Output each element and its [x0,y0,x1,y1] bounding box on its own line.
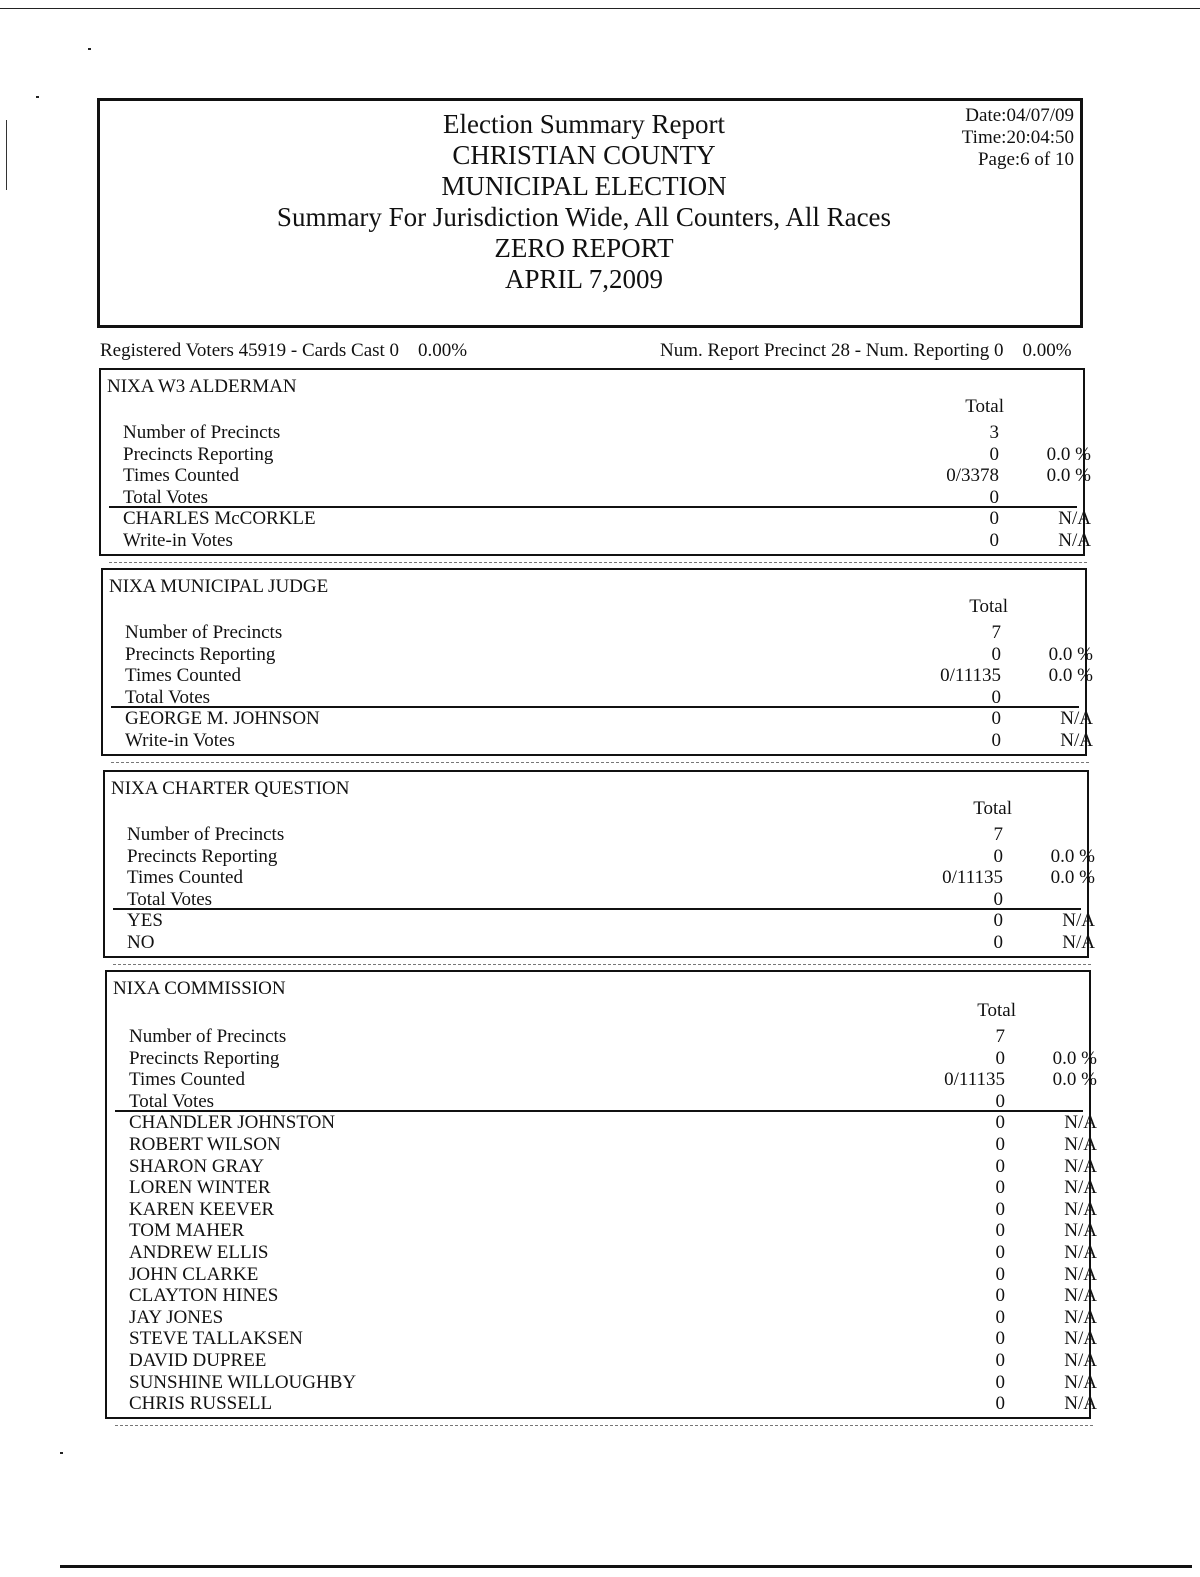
choice-row [107,1134,1097,1156]
registered-voters-summary: Registered Voters 45919 - Cards Cast 0 0.00% [100,340,468,361]
choice-row [105,932,1095,954]
choice-votes: 0 [995,1371,1005,1393]
choice-votes: 0 [995,1285,1005,1307]
stat-label: Number of Precincts [125,622,283,643]
choice-votes: 0 [995,1350,1005,1371]
choice-percent: N/A [1064,1371,1097,1393]
stat-label: Precincts Reporting [129,1047,280,1069]
stat-value: 0/11135 [940,665,1001,687]
choice-percent: N/A [1064,1242,1097,1263]
stat-percent: 0.0 % [1048,643,1093,665]
header-meta [962,105,1074,171]
stat-percent: 0.0 % [1048,665,1093,687]
race-section [105,970,1097,1419]
stat-label: Times Counted [127,867,243,889]
stat-value: 0 [993,888,1003,910]
choice-votes: 0 [995,1134,1005,1155]
stat-label: Times Counted [125,665,241,687]
total-column-header: Total [969,596,1008,617]
race-title: NIXA MUNICIPAL JUDGE [109,576,329,597]
choice-name: JOHN CLARKE [129,1263,259,1285]
choice-votes: 0 [995,1328,1005,1350]
choice-name: SUNSHINE WILLOUGHBY [129,1371,357,1393]
stat-value: 0/11135 [942,867,1003,889]
choice-votes: 0 [995,1155,1005,1177]
choice-percent: N/A [1064,1155,1097,1177]
stat-value: 7 [993,824,1003,845]
stat-label: Precincts Reporting [125,643,276,665]
stat-label: Total Votes [127,888,213,910]
choice-row [107,1242,1097,1264]
stat-label: Precincts Reporting [127,845,278,867]
choice-row [107,1371,1097,1394]
stat-row [105,824,1087,846]
choice-percent: N/A [1064,1220,1097,1242]
race-title: NIXA CHARTER QUESTION [111,778,350,799]
election-name: MUNICIPAL ELECTION [441,171,727,201]
choice-percent: N/A [1064,1177,1097,1199]
stat-row [101,465,1091,487]
stat-value: 0 [991,643,1001,665]
choice-percent: N/A [1060,708,1093,730]
stat-label: Number of Precincts [129,1026,287,1047]
choice-percent: N/A [1062,932,1095,953]
choice-votes: 0 [995,1242,1005,1263]
choice-votes: 0 [993,910,1003,932]
stat-percent: 0.0 % [1046,465,1091,487]
choice-name: DAVID DUPREE [129,1350,267,1371]
scan-speck [60,1452,63,1454]
choice-votes: 0 [995,1306,1005,1328]
report-header [97,98,1083,328]
choice-percent: N/A [1058,530,1091,551]
choice-name: TOM MAHER [129,1220,245,1242]
choice-row [107,1198,1097,1221]
report-title: Election Summary Report [443,109,725,139]
stat-value: 7 [995,1026,1005,1047]
choice-name: YES [127,910,163,932]
choice-name: Write-in Votes [125,730,235,751]
header-title-block [100,109,1080,295]
choice-row [105,910,1095,932]
choice-votes: 0 [991,708,1001,730]
choice-row [107,1263,1097,1286]
choice-name: NO [127,932,155,953]
choice-name: CLAYTON HINES [129,1285,279,1307]
stat-label: Total Votes [125,686,211,708]
stat-value: 0 [995,1047,1005,1069]
choice-row [107,1177,1097,1199]
total-column-header: Total [973,798,1012,819]
stat-row [105,845,1095,868]
choice-name: CHARLES McCORKLE [123,508,316,530]
choice-row [107,1350,1097,1372]
choice-votes: 0 [995,1263,1005,1285]
stat-value: 0/11135 [944,1069,1005,1091]
choice-percent: N/A [1064,1285,1097,1307]
stat-percent: 0.0 % [1052,1047,1097,1069]
race-section [101,568,1093,756]
choice-row [101,530,1091,552]
choice-votes: 0 [995,1177,1005,1199]
choice-row [107,1306,1097,1329]
choice-percent: N/A [1064,1350,1097,1371]
stat-percent: 0.0 % [1050,845,1095,867]
choice-percent: N/A [1060,730,1093,751]
report-date: APRIL 7,2009 [504,264,663,294]
stat-row [103,622,1085,644]
choice-votes: 0 [991,730,1001,751]
race-title: NIXA COMMISSION [113,978,286,999]
choice-percent: N/A [1058,508,1091,530]
scan-speck [36,96,39,98]
choice-percent: N/A [1064,1134,1097,1155]
stat-percent: 0.0 % [1046,443,1091,465]
choice-name: CHANDLER JOHNSTON [129,1112,336,1134]
stat-value: 0 [995,1090,1005,1112]
stat-label: Number of Precincts [127,824,285,845]
race-section [99,368,1091,556]
stat-value: 3 [989,422,999,443]
choice-row [103,708,1093,730]
stat-percent: 0.0 % [1052,1069,1097,1091]
stat-row [107,1069,1097,1091]
choice-name: CHRIS RUSSELL [129,1393,273,1415]
stat-label: Times Counted [129,1069,245,1091]
stat-row [103,665,1093,687]
county-name: CHRISTIAN COUNTY [452,140,716,170]
stat-value: 0 [991,686,1001,708]
choice-name: STEVE TALLAKSEN [129,1328,303,1350]
scan-speck [88,48,91,50]
report-scope: Summary For Jurisdiction Wide, All Counters, All Races [276,202,892,232]
choice-votes: 0 [995,1220,1005,1242]
choice-percent: N/A [1064,1112,1097,1134]
stat-row [101,443,1091,466]
choice-row [107,1112,1097,1134]
choice-percent: N/A [1062,910,1095,932]
stat-value: 0 [993,845,1003,867]
stat-row [101,422,1083,444]
choice-name: ROBERT WILSON [129,1134,281,1155]
stat-value: 0 [989,443,999,465]
race-section [103,770,1095,958]
choice-row [107,1155,1097,1178]
report-type: ZERO REPORT [494,233,674,263]
stat-value: 7 [991,622,1001,643]
choice-row [107,1285,1097,1307]
page-edge [0,8,1200,9]
choice-percent: N/A [1064,1306,1097,1328]
stat-label: Number of Precincts [123,422,281,443]
total-column-header: Total [977,1000,1016,1021]
choice-row [107,1393,1097,1415]
choice-row [101,508,1091,530]
stat-row [107,1026,1089,1048]
choice-percent: N/A [1064,1393,1097,1415]
print-date: Date:04/07/09 [965,105,1074,126]
stat-row [107,1047,1097,1070]
total-column-header: Total [965,396,1004,417]
choice-votes: 0 [995,1393,1005,1415]
stat-label: Times Counted [123,465,239,487]
choice-votes: 0 [993,932,1003,953]
stat-label: Total Votes [123,486,209,508]
stat-label: Total Votes [129,1090,215,1112]
choice-name: GEORGE M. JOHNSON [125,708,320,730]
page-number: Page:6 of 10 [977,149,1074,170]
choice-name: KAREN KEEVER [129,1198,275,1220]
choice-votes: 0 [989,530,999,551]
choice-name: SHARON GRAY [129,1155,264,1177]
stat-value: 0/3378 [946,465,999,487]
choice-votes: 0 [995,1112,1005,1134]
choice-name: Write-in Votes [123,530,233,551]
stat-row [105,867,1095,889]
choice-name: JAY JONES [129,1306,224,1328]
stat-row [103,643,1093,666]
stat-percent: 0.0 % [1050,867,1095,889]
precinct-reporting-summary: Num. Report Precinct 28 - Num. Reporting 0 0.00% [660,340,1072,361]
choice-percent: N/A [1064,1198,1097,1220]
scan-mark [6,120,7,190]
print-time: Time:20:04:50 [961,127,1074,148]
race-title: NIXA W3 ALDERMAN [107,376,297,397]
choice-percent: N/A [1064,1263,1097,1285]
choice-votes: 0 [989,508,999,530]
page-edge [60,1565,1192,1568]
choice-row [103,730,1093,752]
stat-label: Precincts Reporting [123,443,274,465]
choice-percent: N/A [1064,1328,1097,1350]
stat-value: 0 [989,486,999,508]
choice-row [107,1220,1097,1242]
choice-name: ANDREW ELLIS [129,1242,269,1263]
choice-row [107,1328,1097,1350]
choice-name: LOREN WINTER [129,1177,271,1199]
choice-votes: 0 [995,1198,1005,1220]
